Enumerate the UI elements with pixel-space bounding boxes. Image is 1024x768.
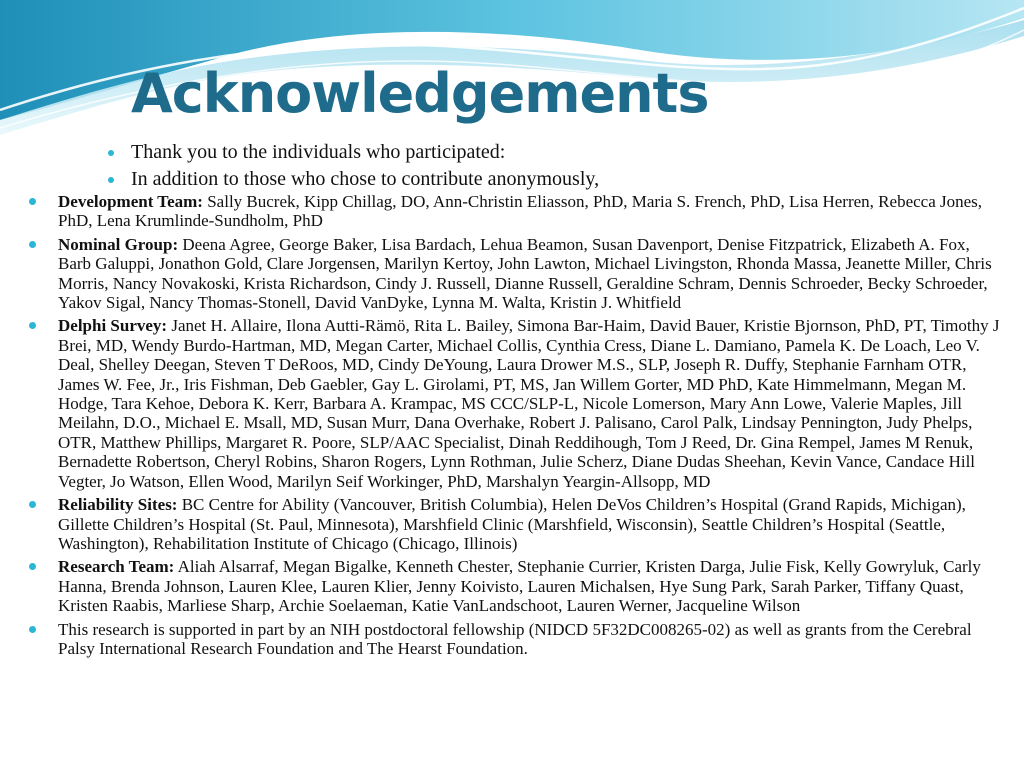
section-delphi-survey [28,316,1003,491]
intro-item [106,139,599,166]
section-label: Delphi Survey: [58,316,168,336]
intro-list [106,139,599,193]
section-label: Development Team: [58,192,203,211]
section-text: BC Centre for Ability (Vancouver, British Columbia), Helen DeVos Children’s Hospital (Grand Rapids, Michigan), Gillette Children’s Hospital (St. Paul, Minnesota), Marshfield Clinic (Marshfield, Wisconsin), Seattle Children’s Hospital (Seattle, Washington), Rehabilitation Institute of Chicago (Chicago, Illinois) [58,495,966,553]
acknowledgement-list [28,192,1003,662]
section-text: Deena Agree, George Baker, Lisa Bardach, Lehua Beamon, Susan Davenport, Denise Fitzpatrick, Elizabeth A. Fox, Barb Galuppi, Jonathon Gold, Clare Jorgensen, Marilyn Kertoy, John Lawton, Michael Livingston, Rhonda Massa, Jeanette Miller, Chris Morris, Nancy Novakoski, Krista Richardson, Cindy J. Russell, Dianne Russell, Geraldine Schram, Dennis Schroeder, Becky Schroeder, Yakov Sigal, Nancy Thomas-Stonell, David VanDyke, Lynna M. Walta, Kristin J. Whitfield [58,234,992,313]
section-label: Research Team: [58,557,175,577]
page-title: Acknowledgements [131,62,709,125]
section-text: Sally Bucrek, Kipp Chillag, DO, Ann-Christin Eliasson, PhD, Maria S. French, PhD, Lisa Herren, Rebecca Jones, PhD, Lena Krumlinde-Sundholm, PhD [58,192,983,231]
intro-item [106,166,599,193]
section-label: Reliability Sites: [58,495,178,515]
section-text: Janet H. Allaire, Ilona Autti-Rämö, Rita L. Bailey, Simona Bar-Haim, David Bauer, Kristie Bjornson, PhD, PT, Timothy J Brei, MD, Wendy Burdo-Hartman, MD, Megan Carter, Michael Collis, Cynthia Cress, Diane L. Damiano, Pamela K. De Loach, Leo V. Deal, Shelley Deegan, Steven T DeRoos, MD, Cindy DeYoung, Laura Drower M.S., SLP, Joseph R. Duffy, Stephanie Farnham OTR, James W. Fee, Jr., Iris Fishman, Deb Gaebler, Gay L. Girolami, PT, MS, Jan Willem Gorter, MD PhD, Kate Himmelmann, Megan M. Hodge, Tara Kehoe, Debora K. Kerr, Barbara A. Krampac, MS CCC/SLP-L, Nicole Lomerson, Mary Ann Lowe, Valerie Maples, Jill Meilahn, D.O., Michael E. Msall, MD, Susan Murr, Dana Overhake, Robert J. Palisano, Carol Palk, Lindsay Pennington, Judy Phelps, OTR, Matthew Phillips, Margaret R. Poore, SLP/AAC Specialist, Dinah Reddihough, Tom J Reed, Dr. Gina Rempel, James M Renuk, Bernadette Robertson, Cheryl Robins, Sharon Rogers, Lynn Rothman, Julie Scherz, Diane Dudas Sheehan, Kevin Vance, Candace Hill Vegter, Jo Watson, Ellen Wood, Marilyn Seif Workinger, PhD, Marshalyn Yeargin-Allsopp, MD [58,316,1000,491]
section-research-team [28,557,1003,615]
section-text: This research is supported in part by an NIH postdoctoral fellowship (NIDCD 5F32DC008265-02) as well as grants from the Cerebral Palsy International Research Foundation and The Hearst Foundation. [58,619,972,658]
intro-text: In addition to those who chose to contribute anonymously, [131,168,600,190]
section-development-team [28,192,1003,231]
intro-text: Thank you to the individuals who participated: [131,141,506,163]
section-label: Nominal Group: [58,234,179,254]
section-funding [28,620,1003,659]
section-reliability-sites [28,495,1003,553]
section-text: Aliah Alsarraf, Megan Bigalke, Kenneth Chester, Stephanie Currier, Kristen Darga, Julie Fisk, Kelly Gowryluk, Carly Hanna, Brenda Johnson, Lauren Klee, Lauren Klier, Jenny Koivisto, Lauren Michalsen, Hye Sung Park, Sarah Parker, Tiffany Quast, Kristen Raabis, Marliese Sharp, Archie Soelaeman, Katie VanLandschoot, Lauren Werner, Jacqueline Wilson [58,557,981,616]
section-nominal-group [28,235,1003,313]
